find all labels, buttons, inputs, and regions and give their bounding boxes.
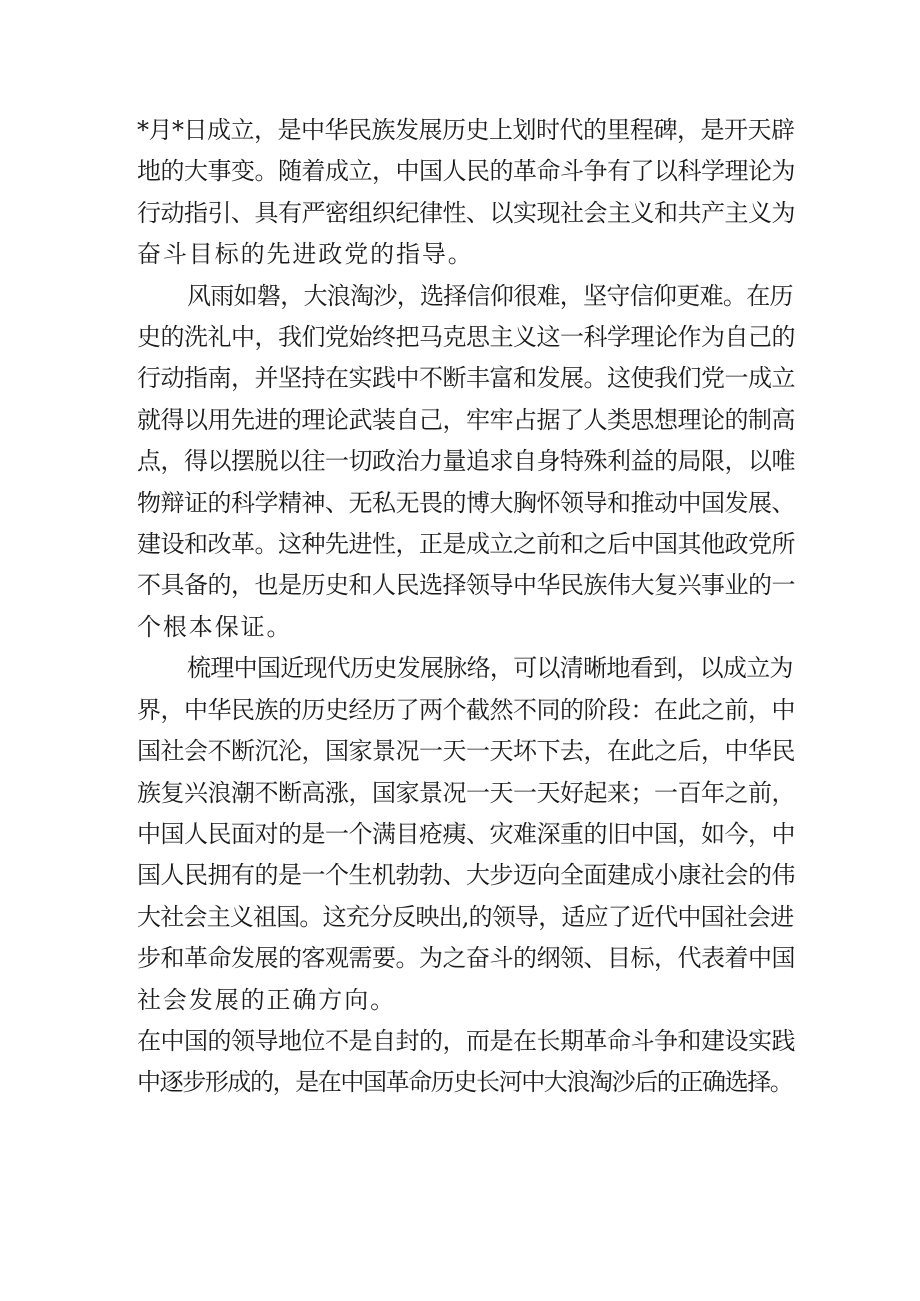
text-line: 国社会不断沉沦，国家景况一天一天坏下去，在此之后，中华民 bbox=[137, 737, 795, 766]
text-line: 行动指引、具有严密组织纪律性、以实现社会主义和共产主义为 bbox=[137, 198, 795, 227]
text-line: 中逐步形成的，是在中国革命历史长河中大浪淘沙后的正确选择。 bbox=[137, 1068, 793, 1097]
text-line: 国人民拥有的是一个生机勃勃、大步迈向全面建成小康社会的伟 bbox=[137, 861, 795, 890]
paragraph-3 bbox=[137, 648, 797, 1021]
text-line: 社会发展的正确方向。 bbox=[137, 985, 396, 1014]
text-line: 个根本保证。 bbox=[137, 612, 293, 641]
paragraph-1 bbox=[137, 110, 797, 276]
text-line: 族复兴浪潮不断高涨，国家景况一天一天好起来；一百年之前， bbox=[137, 778, 795, 807]
text-line: 点，得以摆脱以往一切政治力量追求自身特殊利益的局限，以唯 bbox=[137, 447, 795, 476]
text-line: 行动指南，并坚持在实践中不断丰富和发展。这使我们党一成立 bbox=[137, 364, 795, 393]
text-line: 中国人民面对的是一个满目疮痍、灾难深重的旧中国，如今，中 bbox=[137, 819, 795, 848]
text-line: 奋斗目标的先进政党的指导。 bbox=[137, 240, 474, 269]
text-line: 风雨如磐，大浪淘沙，选择信仰很难，坚守信仰更难。在历 bbox=[187, 281, 793, 310]
text-line: 在中国的领导地位不是自封的，而是在长期革命斗争和建设实践 bbox=[137, 1026, 795, 1055]
text-line: *月*日成立，是中华民族发展历史上划时代的里程碑，是开天辟 bbox=[137, 116, 795, 144]
text-line: 建设和改革。这种先进性，正是成立之前和之后中国其他政党所 bbox=[137, 530, 795, 559]
text-line: 梳理中国近现代历史发展脉络，可以清晰地看到，以成立为 bbox=[187, 654, 793, 683]
text-line: 史的洗礼中，我们党始终把马克思主义这一科学理论作为自己的 bbox=[137, 323, 795, 352]
text-line: 步和革命发展的客观需要。为之奋斗的纲领、目标，代表着中国 bbox=[137, 944, 795, 973]
document-body bbox=[137, 110, 797, 1104]
text-line: 就得以用先进的理论武装自己，牢牢占据了人类思想理论的制高 bbox=[137, 405, 795, 434]
text-line: 物辩证的科学精神、无私无畏的博大胸怀领导和推动中国发展、 bbox=[137, 488, 795, 517]
text-line: 大社会主义祖国。这充分反映出,的领导，适应了近代中国社会进 bbox=[137, 902, 794, 931]
text-line: 不具备的，也是历史和人民选择领导中华民族伟大复兴事业的一 bbox=[137, 571, 795, 600]
text-line: 界，中华民族的历史经历了两个截然不同的阶段：在此之前，中 bbox=[137, 695, 795, 724]
text-line: 地的大事变。随着成立，中国人民的革命斗争有了以科学理论为 bbox=[137, 157, 795, 186]
paragraph-2 bbox=[137, 276, 797, 649]
paragraph-4 bbox=[137, 1021, 797, 1104]
